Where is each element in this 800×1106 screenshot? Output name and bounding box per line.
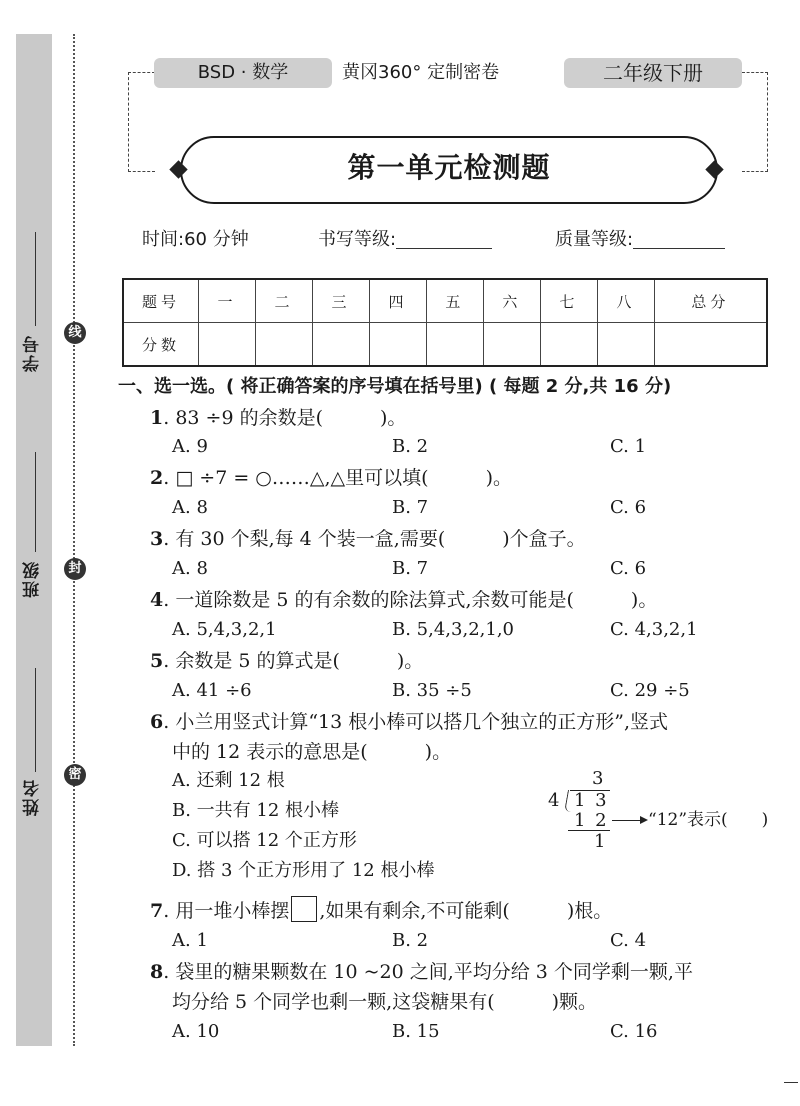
division-dividend: 1 3 <box>574 790 609 811</box>
class-label: 班级 <box>23 560 43 598</box>
option-c[interactable]: C. 29 ÷5 <box>610 680 690 701</box>
score-cell[interactable] <box>199 323 256 367</box>
score-col-2: 二 <box>255 279 312 323</box>
option-b[interactable]: B. 5,4,3,2,1,0 <box>392 619 514 640</box>
series-name: 黄冈360° 定制密卷 <box>342 62 500 83</box>
binding-margin <box>16 34 52 1046</box>
question-text: . 袋里的糖果颗数在 10 ~20 之间,平均分给 3 个同学剩一颗,平 <box>163 961 693 983</box>
quality-grade <box>555 226 725 254</box>
division-product: 1 2 <box>574 810 609 831</box>
score-cell[interactable] <box>255 323 312 367</box>
arrow-shaft <box>612 820 642 821</box>
section-title: 一、选一选。( 将正确答案的序号填在括号里) ( 每题 2 分,共 16 分) <box>118 376 672 397</box>
option-b[interactable]: B. 35 ÷5 <box>392 680 472 701</box>
option-c[interactable]: C. 4 <box>610 930 647 951</box>
student-id-line <box>35 232 36 326</box>
long-division-diagram <box>548 768 788 858</box>
option-a[interactable]: A. 还剩 12 根 <box>172 770 285 791</box>
option-b[interactable]: B. 2 <box>392 930 429 951</box>
score-table-score-row <box>123 323 767 367</box>
option-a[interactable]: A. 10 <box>172 1021 220 1042</box>
header-bracket-right <box>742 72 768 172</box>
option-a[interactable]: A. 9 <box>172 436 208 457</box>
square-shape-icon <box>291 896 317 922</box>
question-2 <box>150 464 512 492</box>
option-a[interactable]: A. 8 <box>172 558 208 579</box>
score-cell[interactable] <box>426 323 483 367</box>
score-cell[interactable] <box>483 323 540 367</box>
score-col-7: 七 <box>540 279 597 323</box>
arrow-label: “12”表示( ) <box>648 810 769 830</box>
quality-grade-label: 质量等级: <box>555 229 634 250</box>
division-quotient: 3 <box>592 768 604 789</box>
question-6 <box>150 708 668 736</box>
question-text: . 小兰用竖式计算“13 根小棒可以搭几个独立的正方形”,竖式 <box>163 711 668 733</box>
question-6-line-2: 中的 12 表示的意思是( )。 <box>172 741 452 763</box>
score-cell[interactable] <box>654 323 767 367</box>
option-b[interactable]: B. 7 <box>392 558 429 579</box>
option-b[interactable]: B. 7 <box>392 497 429 518</box>
score-col-6: 六 <box>483 279 540 323</box>
question-text-before: . 用一堆小棒摆 <box>163 900 290 922</box>
quality-grade-blank[interactable] <box>633 230 725 249</box>
question-number: 5 <box>150 650 164 672</box>
option-a[interactable]: A. 8 <box>172 497 208 518</box>
writing-grade <box>318 226 492 254</box>
score-table-row-label: 题号 <box>123 279 199 323</box>
score-table <box>122 278 768 367</box>
writing-grade-blank[interactable] <box>396 230 492 249</box>
class-line <box>35 452 36 552</box>
option-a[interactable]: A. 41 ÷6 <box>172 680 252 701</box>
question-8 <box>150 958 693 986</box>
grade-badge: 二年级下册 <box>564 58 742 88</box>
arrow-head-icon <box>640 816 648 824</box>
score-col-3: 三 <box>312 279 369 323</box>
option-c[interactable]: C. 16 <box>610 1021 658 1042</box>
option-d[interactable]: D. 搭 3 个正方形用了 12 根小棒 <box>172 860 435 881</box>
score-cell[interactable] <box>312 323 369 367</box>
option-c[interactable]: C. 6 <box>610 497 647 518</box>
score-cell[interactable] <box>540 323 597 367</box>
option-a[interactable]: A. 5,4,3,2,1 <box>172 619 277 640</box>
subject-badge: BSD · 数学 <box>154 58 332 88</box>
option-a[interactable]: A. 1 <box>172 930 208 951</box>
question-3 <box>150 525 586 553</box>
page-corner-mark <box>784 1082 798 1083</box>
division-remainder: 1 <box>594 831 606 852</box>
question-number: 2 <box>150 467 164 489</box>
score-table-header-row <box>123 279 767 323</box>
score-col-5: 五 <box>426 279 483 323</box>
question-text: . □ ÷7 = ○……△,△里可以填( )。 <box>163 467 512 489</box>
seal-seal-mark: 封 <box>64 558 86 580</box>
question-8-line-2: 均分给 5 个同学也剩一颗,这袋糖果有( )颗。 <box>172 991 598 1013</box>
seal-secret-mark: 密 <box>64 764 86 786</box>
name-line <box>35 668 36 772</box>
question-1 <box>150 404 406 432</box>
writing-grade-label: 书写等级: <box>318 229 397 250</box>
page-title: 第一单元检测题 <box>347 151 551 184</box>
option-c[interactable]: C. 可以搭 12 个正方形 <box>172 830 357 851</box>
question-7 <box>150 896 612 925</box>
question-text: . 有 30 个梨,每 4 个装一盒,需要( )个盒子。 <box>163 528 586 550</box>
option-b[interactable]: B. 15 <box>392 1021 440 1042</box>
option-b[interactable]: B. 一共有 12 根小棒 <box>172 800 340 821</box>
score-row-label: 分数 <box>123 323 199 367</box>
score-col-1: 一 <box>199 279 256 323</box>
question-number: 4 <box>150 589 164 611</box>
time-limit: 时间:60 分钟 <box>142 229 249 250</box>
student-id-label: 学号 <box>23 334 43 372</box>
score-cell[interactable] <box>597 323 654 367</box>
question-text: . 一道除数是 5 的有余数的除法算式,余数可能是( )。 <box>163 589 658 611</box>
question-5 <box>150 647 423 675</box>
question-number: 3 <box>150 528 164 550</box>
question-number: 8 <box>150 961 164 983</box>
question-number: 7 <box>150 900 164 922</box>
score-col-total: 总分 <box>654 279 767 323</box>
header-bracket-left <box>128 72 155 172</box>
name-label: 姓名 <box>23 778 43 816</box>
question-4 <box>150 586 657 614</box>
question-number: 1 <box>150 407 164 429</box>
question-text-after: ,如果有剩余,不可能剩( )根。 <box>319 900 613 922</box>
option-b[interactable]: B. 2 <box>392 436 429 457</box>
division-divisor: 4 <box>548 790 560 811</box>
question-text: . 余数是 5 的算式是( )。 <box>163 650 424 672</box>
question-text: . 83 ÷9 的余数是( )。 <box>163 407 407 429</box>
option-c[interactable]: C. 4,3,2,1 <box>610 619 698 640</box>
question-number: 6 <box>150 711 164 733</box>
score-cell[interactable] <box>369 323 426 367</box>
seal-line-mark: 线 <box>64 322 86 344</box>
cut-line <box>73 34 75 1046</box>
option-c[interactable]: C. 1 <box>610 436 647 457</box>
option-c[interactable]: C. 6 <box>610 558 647 579</box>
score-col-4: 四 <box>369 279 426 323</box>
score-col-8: 八 <box>597 279 654 323</box>
